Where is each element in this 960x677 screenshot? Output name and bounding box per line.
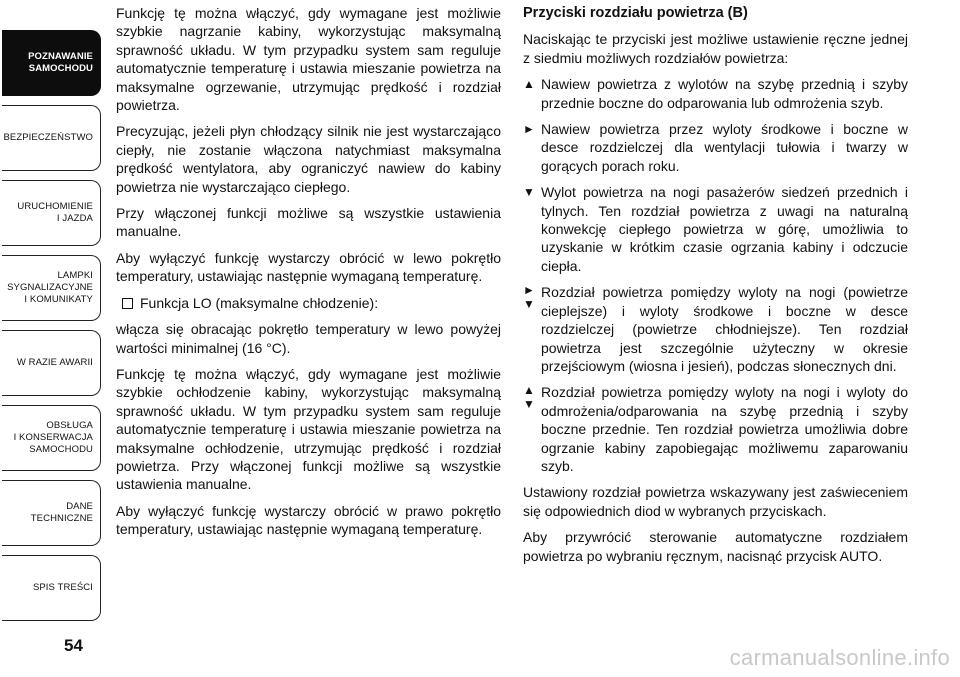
- chapter-sidebar: [0, 0, 104, 640]
- tab-poznawanie-samochodu[interactable]: POZNAWANIE SAMOCHODU: [2, 30, 101, 96]
- page-number: 54: [64, 636, 83, 655]
- tab-spis-tresci[interactable]: SPIS TREŚCI: [2, 555, 101, 621]
- tab-dane-techniczne[interactable]: DANE TECHNICZNE: [2, 480, 101, 546]
- item-text: Nawiew powietrza przez wyloty środkowe i boczne w desce rozdzielczej dla wentylacji tułowia i twarzy w gorących porach roku.: [541, 121, 908, 174]
- paragraph: Przy włączonej funkcji możliwe są wszystkie ustawienia manualne.: [116, 205, 501, 240]
- lo-function-item: [116, 294, 501, 312]
- arrow-down-icon: ▼: [523, 185, 535, 200]
- arrow-up-down-icon: ▲▼: [523, 383, 535, 412]
- lo-function-label: Funkcja LO (maksymalne chłodzenie):: [140, 294, 379, 311]
- tab-bezpieczenstwo[interactable]: BEZPIECZEŃSTWO: [2, 105, 101, 171]
- item-text: Nawiew powietrza z wylotów na szybę przednią i szyby przednie boczne do odparowania lub odmrożenia szyb.: [541, 76, 908, 111]
- watermark: carmanualsonline.info: [729, 645, 950, 670]
- right-column: [523, 4, 908, 573]
- tab-uruchomienie-i-jazda[interactable]: URUCHOMIENIE I JAZDA: [2, 180, 101, 246]
- item-text: Rozdział powietrza pomiędzy wyloty na nogi (powietrze cieplejsze) i wyloty środkowe i boczne w desce rozdzielczej (powietrze chłodniejsze). Ten rozdział powietrza jest szczególnie użyteczny w okresie przejściowym (wiosna i jesień), podczas słonecznych dni.: [541, 284, 908, 374]
- arrow-right-down-icon: ►▼: [523, 283, 535, 312]
- paragraph: Aby wyłączyć funkcję wystarczy obrócić w prawo pokrętło temperatury, ustawiając następnie wymaganą temperaturę.: [116, 502, 501, 538]
- checkbox-square-icon: [122, 298, 133, 309]
- paragraph: włącza się obracając pokrętło temperatury w lewo powyżej wartości minimalnej (16 °C).: [116, 321, 501, 356]
- arrow-right-icon: ►: [523, 122, 535, 137]
- section-heading: Przyciski rozdziału powietrza (B): [523, 5, 748, 21]
- paragraph: Naciskając te przyciski jest możliwe ustawienie ręczne jednej z siedmiu możliwych rozdziałów powietrza:: [523, 31, 908, 66]
- arrow-up-icon: ▲: [523, 77, 535, 92]
- air-distribution-item: [523, 120, 908, 175]
- air-distribution-item: [523, 383, 908, 475]
- air-distribution-item: [523, 283, 908, 375]
- paragraph: Ustawiony rozdział powietrza wskazywany jest zaświeceniem się odpowiednich diod w wybranych przyciskach.: [523, 484, 908, 519]
- left-column: [116, 4, 501, 547]
- paragraph: Aby wyłączyć funkcję wystarczy obrócić w lewo pokrętło temperatury, ustawiając następnie wymaganą temperaturę.: [116, 249, 501, 285]
- air-distribution-item: [523, 183, 908, 275]
- tab-w-razie-awarii[interactable]: W RAZIE AWARII: [2, 330, 101, 396]
- paragraph: Precyzując, jeżeli płyn chłodzący silnik nie jest wystarczająco ciepły, nie zostanie włączona natychmiast maksymalna prędkość wentylatora, aby ograniczyć nawiew do kabiny powietrza nie wystarczająco ciepłego.: [116, 123, 501, 195]
- item-text: Wylot powietrza na nogi pasażerów siedzeń przednich i tylnych. Ten rozdział powietrza z uwagi na naturalną konwekcję ciepłego powietrza w górę, umożliwia to uzyskanie w krótkim czasie ogrzania kabiny i odczucie ciepła.: [541, 184, 908, 274]
- paragraph: Aby przywrócić sterowanie automatyczne rozdziałem powietrza po wybraniu ręcznym, nacisnąć przycisk AUTO.: [523, 529, 908, 564]
- paragraph: Funkcję tę można włączyć, gdy wymagane jest możliwie szybkie ochłodzenie kabiny, wykorzystując maksymalną sprawność układu. W tym przypadku system sam reguluje automatycznie temperaturę i ustawia mieszanie powietrza na maksymalne ochłodzenie, utrzymując prędkość i rozdział powietrza. Przy włączonej funkcji możliwe są wszystkie ustawienia manualne.: [116, 365, 501, 493]
- air-distribution-item: [523, 75, 908, 112]
- item-text: Rozdział powietrza pomiędzy wyloty na nogi i wyloty do odmrożenia/odparowania na szybę przednią i szyby boczne przednie. Ten rozdział powietrza umożliwia dobre ogrzanie kabiny zapobiegając możliwemu zaparowaniu szyb.: [541, 384, 908, 474]
- tab-obsluga-i-konserwacja[interactable]: OBSŁUGA I KONSERWACJA SAMOCHODU: [2, 405, 101, 471]
- paragraph: Funkcję tę można włączyć, gdy wymagane jest możliwie szybkie nagrzanie kabiny, wykorzystując maksymalną sprawność układu. W tym przypadku system sam reguluje automatycznie temperaturę i ustawia mieszanie powietrza na maksymalne ogrzewanie, utrzymując prędkość i rozdział powietrza.: [116, 5, 501, 114]
- tab-lampki-sygnalizacyjne[interactable]: LAMPKI SYGNALIZACYJNE I KOMUNIKATY: [2, 255, 101, 321]
